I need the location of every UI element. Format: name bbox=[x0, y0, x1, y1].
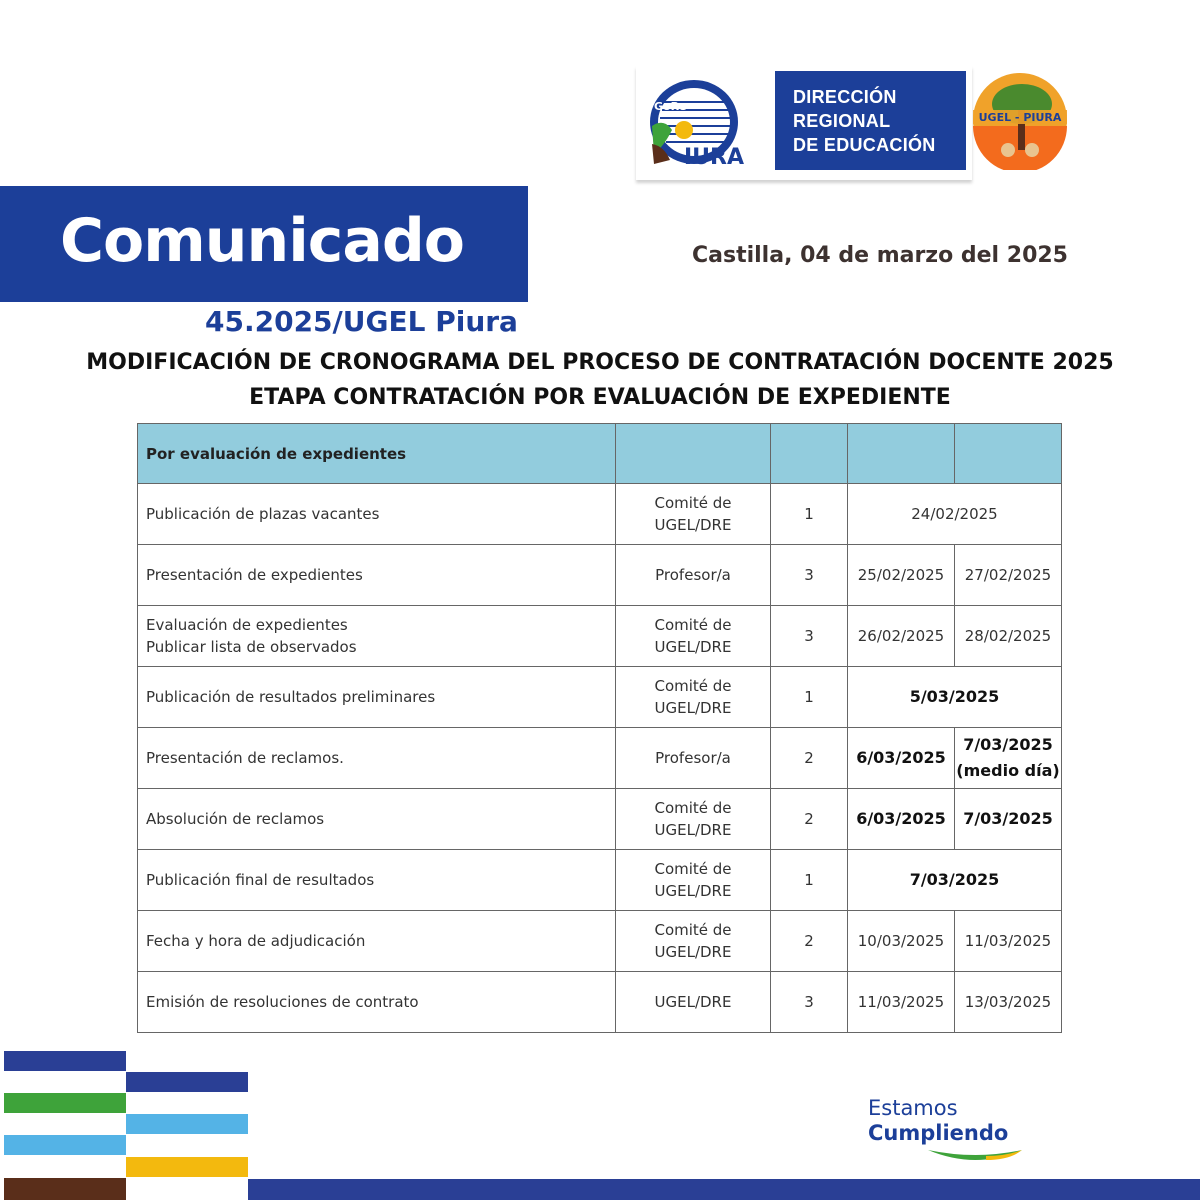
slogan-line-1: Estamos bbox=[868, 1096, 958, 1120]
table-row bbox=[138, 606, 1062, 667]
start-date-cell: 26/02/2025 bbox=[848, 606, 955, 667]
gore-piura-logo bbox=[644, 74, 770, 172]
ugel-piura-logo bbox=[970, 70, 1070, 170]
days-cell: 2 bbox=[771, 789, 848, 850]
end-date-cell: 13/03/2025 bbox=[955, 972, 1062, 1033]
decor-stripe bbox=[4, 1051, 126, 1071]
responsible-cell: UGEL/DRE bbox=[616, 972, 771, 1033]
decor-stripe bbox=[4, 1178, 126, 1200]
days-cell: 1 bbox=[771, 850, 848, 911]
end-date-cell: 28/02/2025 bbox=[955, 606, 1062, 667]
activity-cell: Publicación final de resultados bbox=[138, 850, 616, 911]
ugel-logo-text: UGEL - PIURA bbox=[978, 111, 1062, 124]
dre-line-2: REGIONAL bbox=[793, 111, 891, 131]
days-cell: 2 bbox=[771, 911, 848, 972]
swoosh-icon bbox=[926, 1146, 1026, 1166]
responsible-cell: Comité de UGEL/DRE bbox=[616, 606, 771, 667]
activity-cell: Publicación de plazas vacantes bbox=[138, 484, 616, 545]
responsible-cell: Comité de UGEL/DRE bbox=[616, 789, 771, 850]
date-cell: 5/03/2025 bbox=[848, 667, 1062, 728]
decor-stripe bbox=[126, 1157, 248, 1177]
end-date-cell: 27/02/2025 bbox=[955, 545, 1062, 606]
decor-stripe bbox=[4, 1093, 126, 1113]
slogan-line-2: Cumpliendo bbox=[868, 1121, 1009, 1145]
responsible-cell: Comité de UGEL/DRE bbox=[616, 850, 771, 911]
days-cell: 3 bbox=[771, 545, 848, 606]
days-cell: 3 bbox=[771, 972, 848, 1033]
activity-cell: Presentación de expedientes bbox=[138, 545, 616, 606]
bottom-bar bbox=[248, 1179, 1200, 1200]
gore-logo-text: GoRe bbox=[654, 100, 687, 113]
subtitle-line-2: ETAPA CONTRATACIÓN POR EVALUACIÓN DE EXPEDIENTE bbox=[249, 385, 951, 410]
decor-stripe bbox=[126, 1114, 248, 1134]
activity-cell: Emisión de resoluciones de contrato bbox=[138, 972, 616, 1033]
dre-line-3: DE EDUCACIÓN bbox=[793, 135, 936, 155]
activity-cell: Evaluación de expedientes Publicar lista de observados bbox=[138, 606, 616, 667]
days-cell: 1 bbox=[771, 667, 848, 728]
start-date-cell: 6/03/2025 bbox=[848, 789, 955, 850]
table-row bbox=[138, 728, 1062, 789]
table-row bbox=[138, 850, 1062, 911]
days-cell: 2 bbox=[771, 728, 848, 789]
table-header: Por evaluación de expedientes bbox=[138, 424, 616, 484]
responsible-cell: Comité de UGEL/DRE bbox=[616, 667, 771, 728]
communique-number: 45.2025/UGEL Piura bbox=[205, 305, 518, 338]
activity-cell: Publicación de resultados preliminares bbox=[138, 667, 616, 728]
days-cell: 1 bbox=[771, 484, 848, 545]
activity-cell: Absolución de reclamos bbox=[138, 789, 616, 850]
estamos-cumpliendo-logo bbox=[868, 1096, 1028, 1172]
responsible-cell: Comité de UGEL/DRE bbox=[616, 911, 771, 972]
responsible-cell: Profesor/a bbox=[616, 728, 771, 789]
table-row bbox=[138, 545, 1062, 606]
responsible-cell: Comité de UGEL/DRE bbox=[616, 484, 771, 545]
date-cell: 7/03/2025 bbox=[848, 850, 1062, 911]
activity-cell: Fecha y hora de adjudicación bbox=[138, 911, 616, 972]
comunicado-banner bbox=[0, 186, 528, 302]
communique-date: Castilla, 04 de marzo del 2025 bbox=[692, 243, 1068, 268]
days-cell: 3 bbox=[771, 606, 848, 667]
table-header-row bbox=[138, 424, 1062, 484]
decor-stripe bbox=[4, 1135, 126, 1155]
start-date-cell: 25/02/2025 bbox=[848, 545, 955, 606]
end-date-cell: 11/03/2025 bbox=[955, 911, 1062, 972]
dre-logo bbox=[775, 71, 966, 170]
piura-logo-text: IURA bbox=[684, 145, 745, 170]
table-row bbox=[138, 789, 1062, 850]
end-date-cell: 7/03/2025 bbox=[955, 789, 1062, 850]
schedule-table bbox=[137, 423, 1062, 1033]
page-title: Comunicado bbox=[60, 206, 464, 276]
date-cell: 24/02/2025 bbox=[848, 484, 1062, 545]
table-row bbox=[138, 972, 1062, 1033]
table-row bbox=[138, 484, 1062, 545]
start-date-cell: 6/03/2025 bbox=[848, 728, 955, 789]
start-date-cell: 11/03/2025 bbox=[848, 972, 955, 1033]
responsible-cell: Profesor/a bbox=[616, 545, 771, 606]
subtitle-line-1: MODIFICACIÓN DE CRONOGRAMA DEL PROCESO DE CONTRATACIÓN DOCENTE 2025 bbox=[86, 350, 1114, 375]
end-date-cell: 7/03/2025 (medio día) bbox=[955, 728, 1062, 789]
dre-line-1: DIRECCIÓN bbox=[793, 87, 897, 107]
table-row bbox=[138, 667, 1062, 728]
logo-panel bbox=[636, 66, 972, 180]
activity-cell: Presentación de reclamos. bbox=[138, 728, 616, 789]
start-date-cell: 10/03/2025 bbox=[848, 911, 955, 972]
table-row bbox=[138, 911, 1062, 972]
decor-stripe bbox=[126, 1072, 248, 1092]
